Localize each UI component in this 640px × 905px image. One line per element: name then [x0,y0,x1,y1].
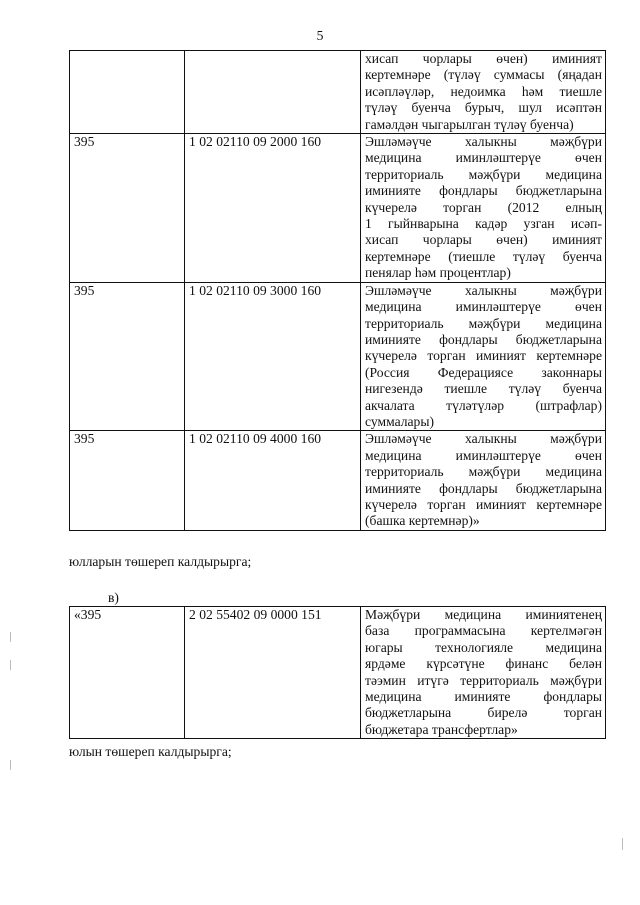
table-row [70,431,606,530]
kbk-cell: 1 02 02110 09 3000 160 [185,282,361,431]
description-line: медицина иминләштерүе өчен [365,299,602,315]
table2-closing-text: юлын төшереп калдырырга; [69,744,232,759]
budget-codes-table-2 [69,606,606,739]
description-line: күчерелә торган иминият кертемнәре [365,348,602,364]
description-line: исәпләүләр, недоимка һәм тиешле [365,83,602,99]
description-line: тәэмин итүгә территориаль мәҗбүри [365,672,602,688]
page-number: 5 [316,28,324,43]
description-line: кертемнәре (түләү суммасы (яңадан [365,67,602,83]
code-cell: 395 [70,431,185,530]
margin-mark [10,632,11,642]
description-cell [361,282,606,431]
description-cell [361,134,606,283]
kbk-cell: 2 02 55402 09 0000 151 [185,607,361,739]
description-line: 1 гыйнварына кадәр узган исәп- [365,216,602,232]
description-line: Эшләмәүче халыкны мәҗбүри [365,431,602,447]
description-line: суммалары) [365,413,435,429]
description-cell [361,607,606,739]
description-line: территориаль мәҗбүри медицина [365,166,602,182]
description-line: Эшләмәүче халыкны мәҗбүри [365,134,602,150]
description-line: иминияте фондлары бюджетларына [365,480,602,496]
description-line: (Россия Федерациясе законнары [365,364,602,380]
description-line: күчерелә торган (2012 елның [365,199,602,215]
code-cell: «395 [70,607,185,739]
description-line: иминияте фондлары бюджетларына [365,183,602,199]
table1-closing-text: юлларын төшереп калдырырга; [69,554,252,569]
description-line: пенялар һәм процентлар) [365,265,511,281]
description-line: база программасына кертелмәгән [365,623,602,639]
description-line: Мәҗбүри медицина иминиятенең [365,607,602,622]
description-line: хисап чорлары өчен) иминият [365,232,602,248]
description-line: бюджетара трансфертлар» [365,721,518,737]
code-cell: 395 [70,134,185,283]
description-line: нигезендә тиешле түләү буенча [365,381,602,397]
description-cell [361,431,606,530]
description-line: территориаль мәҗбүри медицина [365,464,602,480]
description-line: акчалата түләтүләр (штрафлар) [365,397,602,413]
description-line: (башка кертемнәр)» [365,513,480,529]
margin-mark [622,838,623,850]
description-line: медицина иминләштерүе өчен [365,447,602,463]
description-line: түләү буенча бурыч, шул исәптән [365,100,602,116]
description-line: ярдәме күрсәтүне финанс белән [365,656,602,672]
table-row [70,282,606,431]
description-cell [361,51,606,134]
kbk-cell: 1 02 02110 09 2000 160 [185,134,361,283]
kbk-cell [185,51,361,134]
description-line: бюджетларына бирелә торган [365,705,602,721]
description-line: күчерелә торган иминият кертемнәре [365,496,602,512]
description-line: медицина иминияте фондлары [365,689,602,705]
description-line: Эшләмәүче халыкны мәҗбүри [365,282,602,298]
description-line: иминияте фондлары бюджетларына [365,331,602,347]
description-line: медицина иминләштерүе өчен [365,150,602,166]
budget-codes-table [69,50,606,531]
description-line: югары технологияле медицина [365,639,602,655]
description-line: территориаль мәҗбүри медицина [365,315,602,331]
description-line: кертемнәре (тиешле түләү буенча [365,248,602,264]
table-row [70,51,606,134]
code-cell: 395 [70,282,185,431]
description-line: гамәлдән чыгарылган түләү буенча) [365,116,574,132]
description-line: хисап чорлары өчен) иминият [365,51,602,66]
margin-mark [10,760,11,770]
table-row [70,134,606,283]
margin-mark [10,660,11,670]
code-cell [70,51,185,134]
section-marker: в) [108,590,119,605]
table-row [70,607,606,739]
kbk-cell: 1 02 02110 09 4000 160 [185,431,361,530]
